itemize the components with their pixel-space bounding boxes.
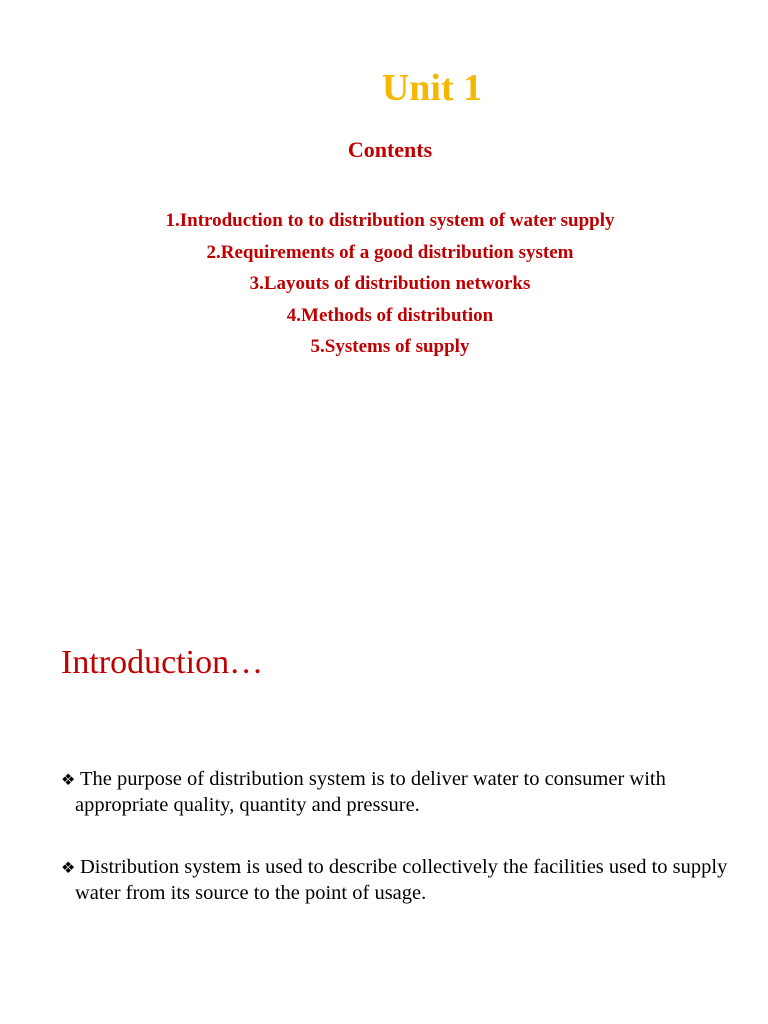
bullet-text: The purpose of distribution system is to deliver water to consumer with appropriate quality, quantity and pressure. [75,768,666,816]
contents-item: 2.Requirements of a good distribution system [206,241,574,263]
contents-heading: Contents [347,137,433,162]
contents-item: 5.Systems of supply [310,336,470,357]
contents-item: 3.Layouts of distribution networks [249,273,531,294]
introduction-heading: Introduction… [61,644,264,681]
diamond-bullet-icon: ❖ [61,772,76,789]
bullet-paragraph [61,855,735,906]
unit-title: Unit 1 [381,67,483,109]
bullet-paragraph [61,767,735,818]
diamond-bullet-icon: ❖ [61,860,76,877]
bullet-text: Distribution system is used to describe collectively the facilities used to supply water from its source to the point of usage. [75,856,728,904]
contents-item: 1.Introduction to to distribution system of water supply [165,210,615,231]
contents-list [0,205,768,363]
contents-item: 4.Methods of distribution [286,304,494,326]
